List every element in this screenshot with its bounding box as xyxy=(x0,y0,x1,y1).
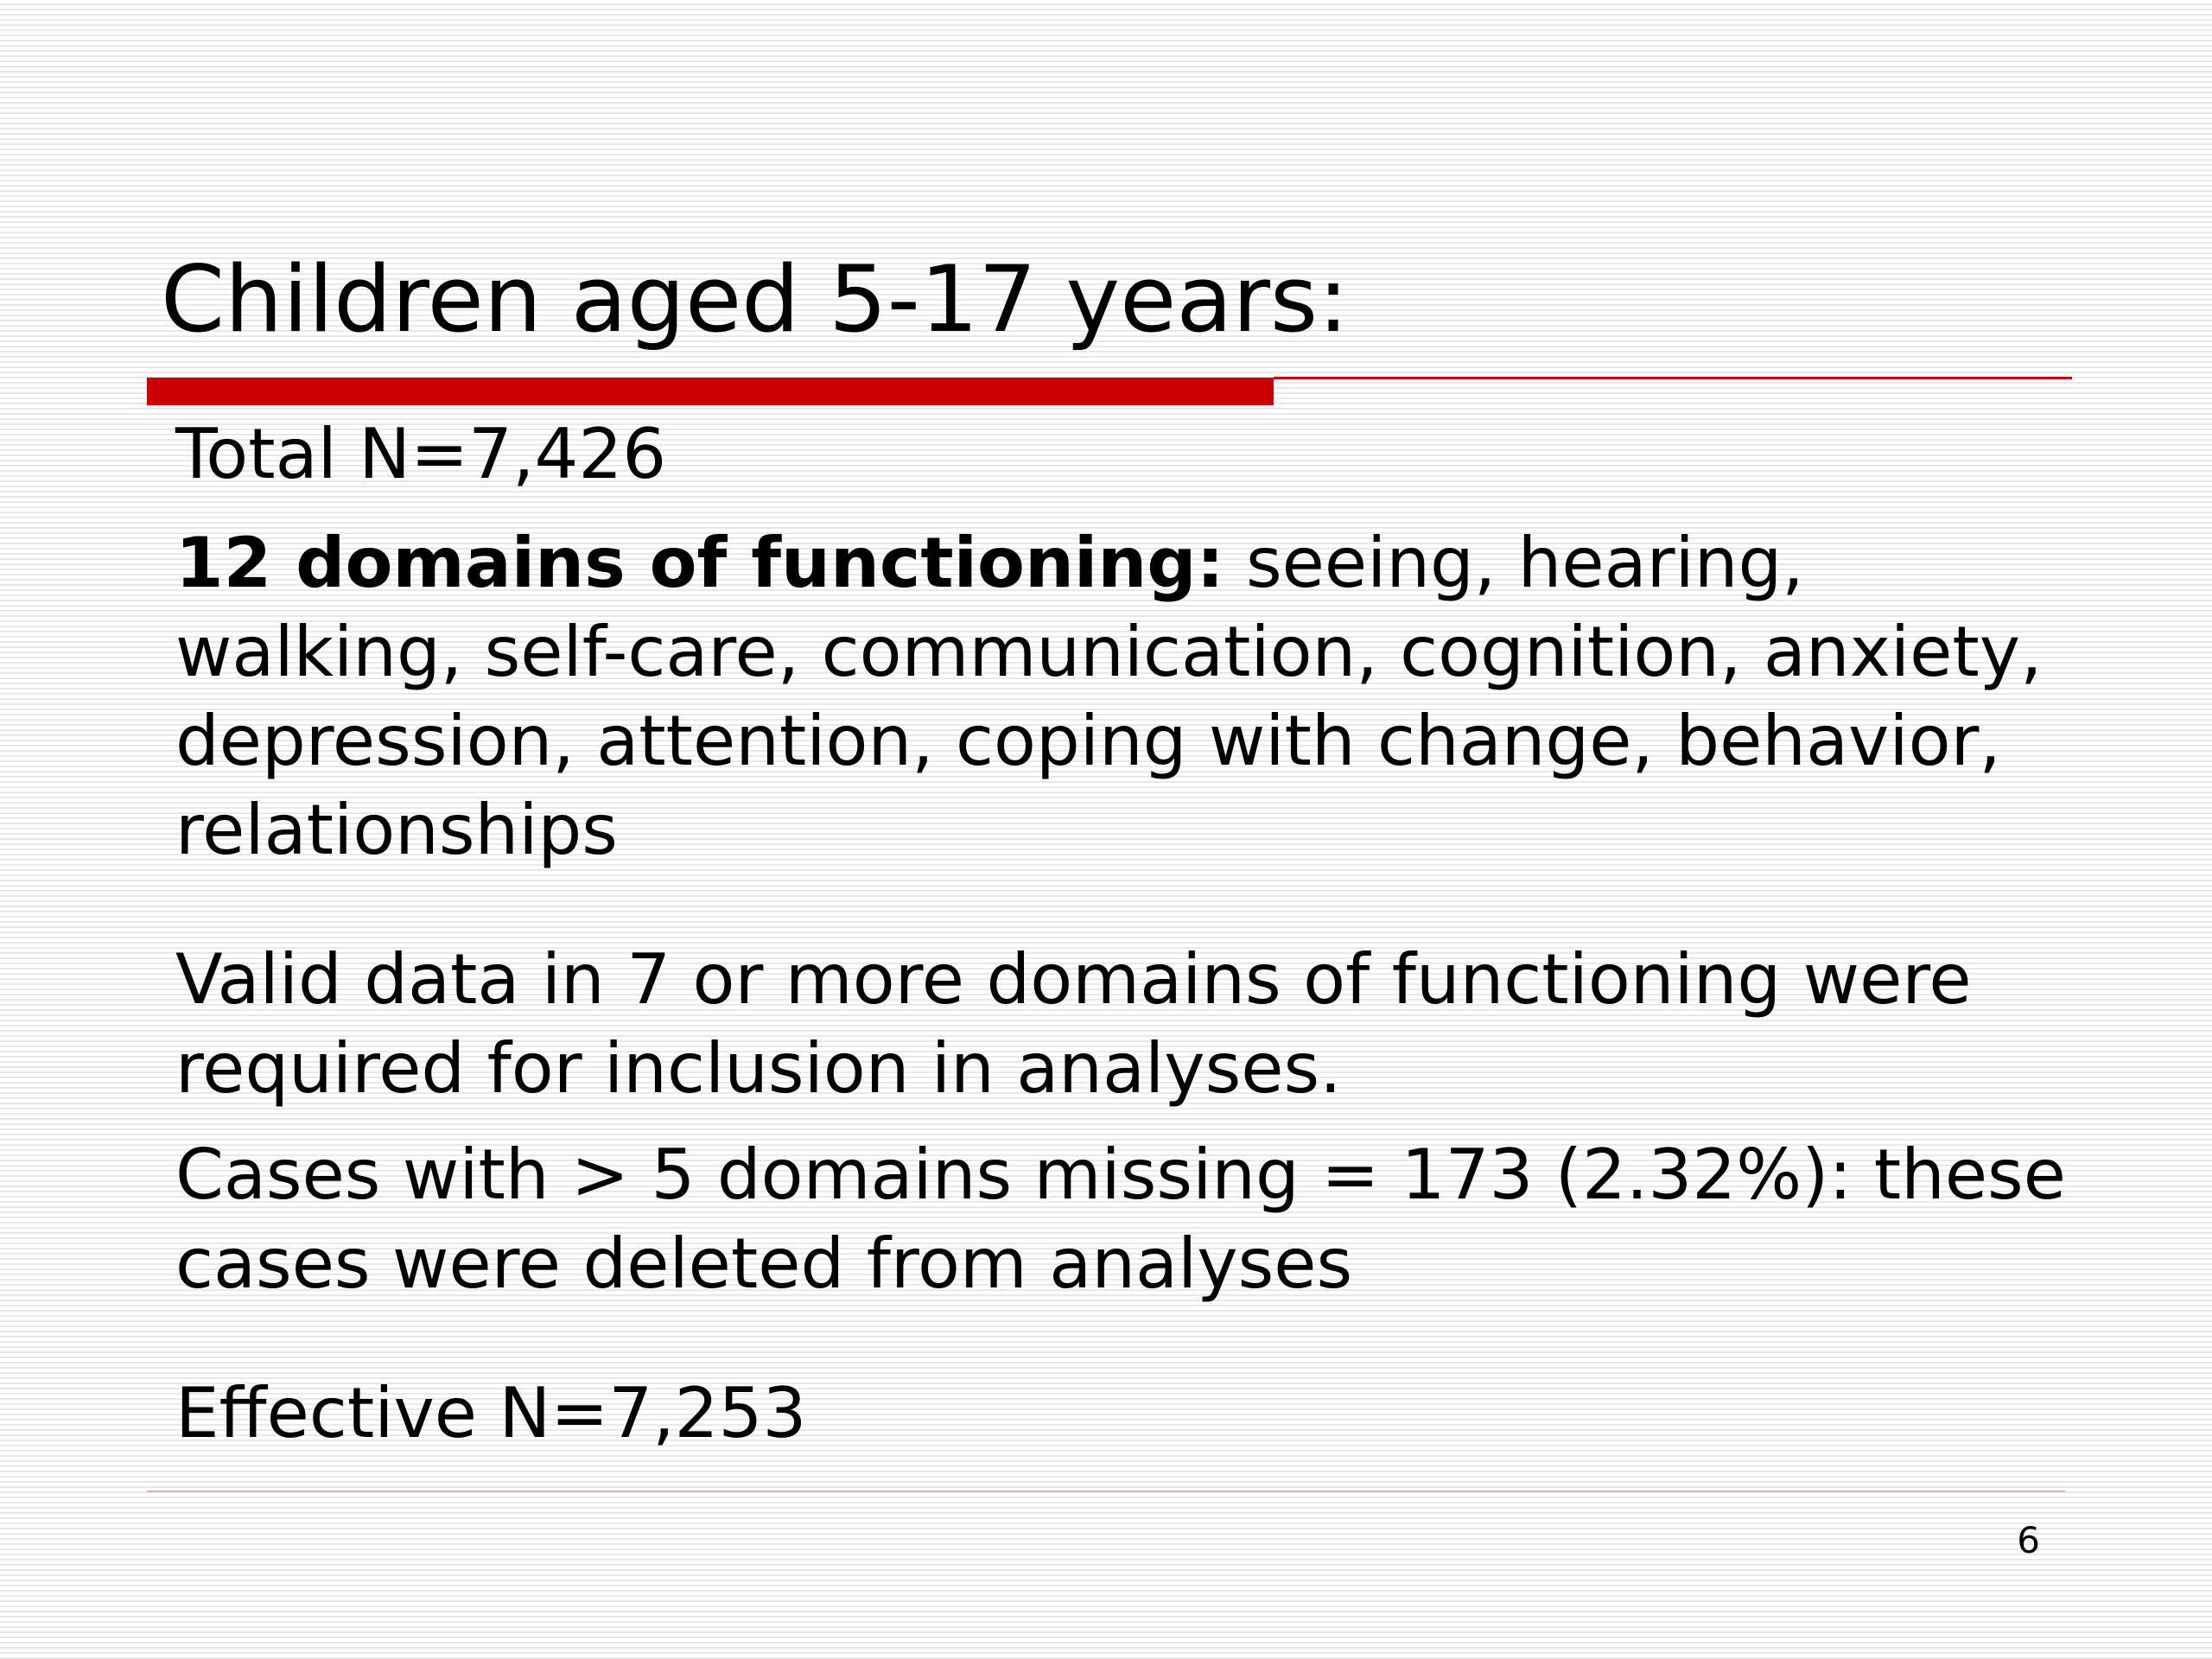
footer-divider xyxy=(147,1491,2065,1492)
slide-title: Children aged 5-17 years: xyxy=(161,246,1349,353)
domains-heading: 12 domains of functioning: xyxy=(175,523,1224,603)
effective-n-text: Effective N=7,253 xyxy=(175,1373,807,1453)
cases-missing-text: Cases with > 5 domains missing = 173 (2.32%): these cases were deleted from analyses xyxy=(175,1135,2066,1304)
total-n-text: Total N=7,426 xyxy=(175,414,667,494)
title-underline-thin xyxy=(1274,377,2072,379)
domains-paragraph xyxy=(175,518,2111,874)
page-number: 6 xyxy=(2017,1519,2040,1561)
domains-list: seeing, hearing, walking, self-care, communication, cognition, anxiety, depression, attention, coping with change, behavior, relationships xyxy=(175,523,2043,870)
title-underline-thick xyxy=(147,378,1274,405)
valid-data-text: Valid data in 7 or more domains of functioning were required for inclusion in analyses. xyxy=(175,939,1972,1109)
